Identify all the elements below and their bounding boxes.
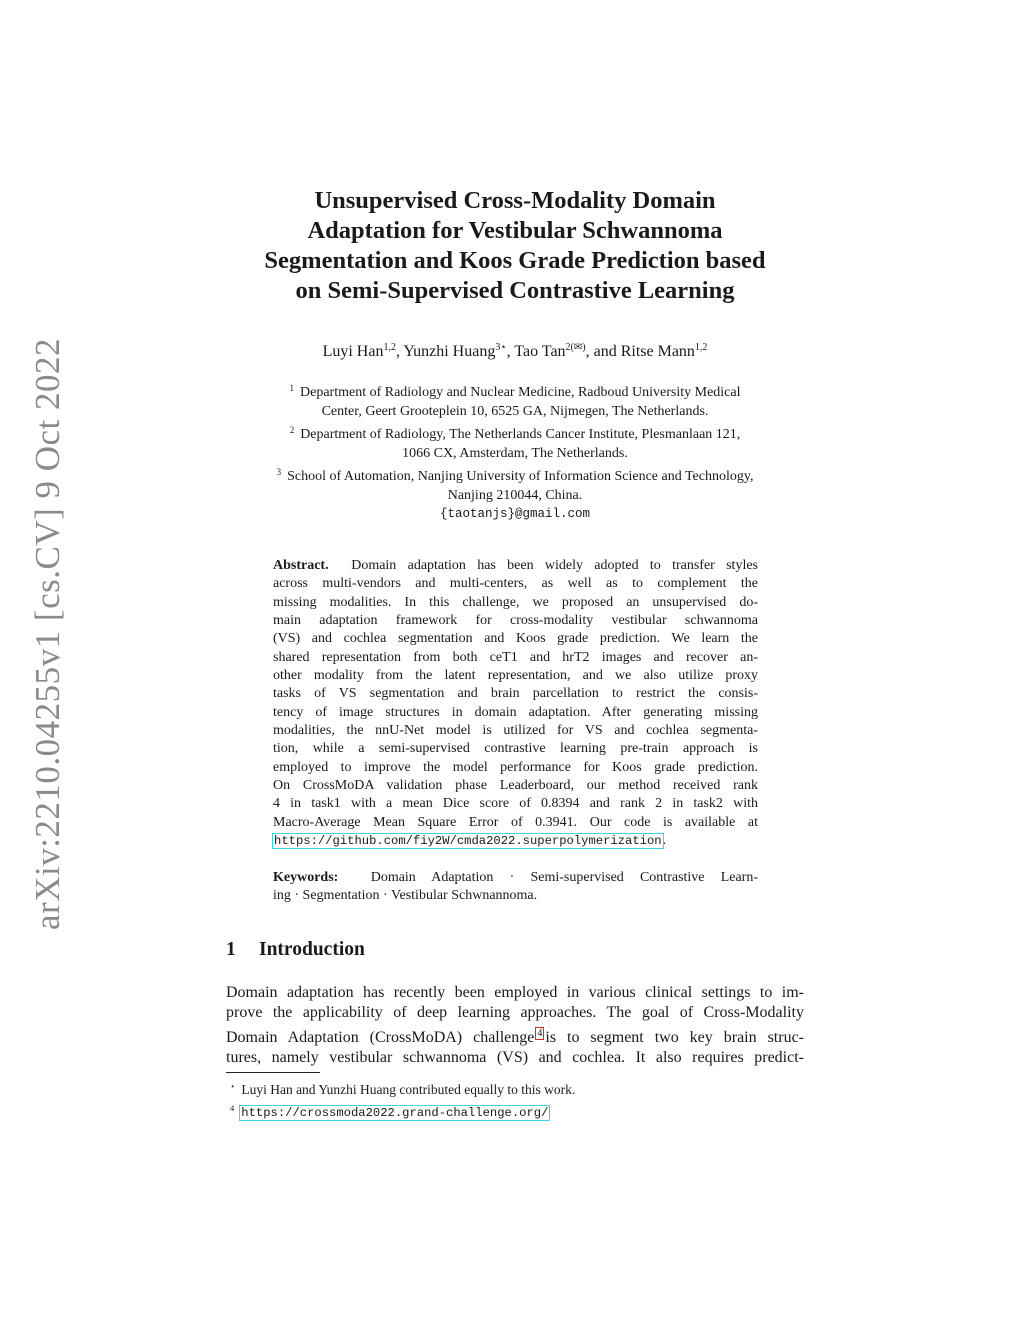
affiliation-number: 2 (289, 425, 295, 435)
footnote-marker: ⋆ (230, 1081, 236, 1091)
affiliation-line (226, 463, 804, 487)
body-line (226, 1024, 804, 1048)
affiliation-text: Department of Radiology and Nuclear Medicine, Radboud University Medical (300, 385, 741, 400)
keywords-block (273, 869, 758, 906)
section-heading (226, 939, 365, 961)
abstract-line: employed to improve the model performance for Koos grade prediction. (273, 759, 758, 775)
keywords-line: ing · Segmentation · Vestibular Schwnannoma. (273, 888, 538, 904)
section-number: 1 (226, 939, 236, 960)
author-name: Tao Tan (514, 343, 566, 360)
abstract-line: 4 in task1 with a mean Dice score of 0.8394 and rank 2 in task2 with (273, 796, 758, 812)
affiliation-text: Department of Radiology, The Netherlands Cancer Institute, Plesmanlaan 121, (300, 427, 741, 442)
abstract-line: Macro-Average Mean Square Error of 0.3941. Our code is available at (273, 814, 758, 830)
author-affiliation-marker: 1,2 (694, 342, 708, 353)
affiliations-block (226, 379, 804, 524)
abstract-line: (VS) and cochlea segmentation and Koos grade prediction. We learn the (273, 631, 758, 647)
affiliation-number: 1 (289, 383, 294, 393)
abstract-label: Abstract. (273, 558, 329, 573)
title-line: Unsupervised Cross-Modality Domain (314, 187, 716, 214)
title-line: Segmentation and Koos Grade Prediction based (264, 247, 766, 274)
contact-email[interactable]: {taotanjs}@gmail.com (439, 507, 591, 521)
affiliation-line: Center, Geert Grooteplein 10, 6525 GA, Nijmegen, The Netherlands. (321, 403, 709, 419)
abstract-url-punct: . (662, 833, 667, 849)
abstract-line: shared representation from both ceT1 and hrT2 images and recover an- (273, 649, 758, 665)
body-line: prove the applicability of deep learning approaches. The goal of Cross-Modality (226, 1004, 804, 1022)
abstract-line: modalities, the nnU-Net model is utilized for VS and cochlea segmenta- (273, 723, 758, 739)
author-list: Luyi Han$^{1,2}$, Yunzhi Huang$^{3⋆}$, Tao Tan$^{2(✉)}$, and Ritse Mann$^{1,2}$ (322, 342, 708, 360)
author-affiliation-marker: 1,2 (383, 342, 396, 353)
introduction-paragraph (226, 983, 804, 1068)
author-name: Yunzhi Huang (403, 343, 496, 360)
footnote-divider (226, 1072, 320, 1073)
affiliation-line: 1066 CX, Amsterdam, The Netherlands. (402, 445, 628, 461)
abstract-line: missing modalities. In this challenge, we proposed an unsupervised do- (273, 594, 758, 610)
section-title: Introduction (259, 939, 365, 960)
footnote-challenge-url (226, 1099, 804, 1122)
abstract-line: tion, while a semi-supervised contrastive learning pre-train approach is (273, 741, 758, 757)
body-text: Domain Adaptation (CrossMoDA) challenge (226, 1028, 535, 1046)
body-text: is to segment two key brain struc- (545, 1028, 805, 1046)
title-line: Adaptation for Vestibular Schwannoma (307, 217, 723, 244)
affiliation-number: 3 (276, 467, 282, 477)
footnote-equal-contribution (226, 1077, 804, 1099)
abstract-line (273, 557, 758, 575)
abstract-line: across multi-vendors and multi-centers, as well as to complement the (273, 576, 758, 592)
footnote-reference-link[interactable]: 4 (537, 1027, 543, 1039)
footnote-text: Luyi Han and Yunzhi Huang contributed equally to this work. (241, 1082, 576, 1097)
affiliation-line (226, 421, 804, 445)
abstract-line: tency of image structures in domain adaptation. After generating missing (273, 704, 758, 720)
body-line: tures, namely vestibular schwannoma (VS) and cochlea. It also requires predict- (226, 1048, 804, 1066)
affiliation-line: Nanjing 210044, China. (447, 487, 583, 503)
body-line: Domain adaptation has recently been employed in various clinical settings to im- (226, 984, 804, 1001)
keywords-label: Keywords: (273, 870, 339, 885)
arxiv-identifier-stamp: arXiv:2210.04255v1 [cs.CV] 9 Oct 2022 (28, 337, 67, 930)
footnote-marker: 4 (230, 1103, 235, 1113)
footnotes-block (226, 1077, 804, 1122)
affiliation-text: School of Automation, Nanjing University of Information Science and Technology, (287, 469, 754, 484)
abstract-line: tasks of VS segmentation and brain parcellation to restrict the consis- (273, 686, 758, 702)
author-affiliation-marker: 3⋆ (495, 342, 507, 353)
abstract-text: Domain adaptation has been widely adopted to transfer styles (351, 558, 758, 573)
author-name: Luyi Han (322, 343, 384, 360)
author-conjunction: and (593, 343, 617, 360)
keywords-text: Domain Adaptation · Semi-supervised Contrastive Learn- (370, 870, 758, 885)
title-line: on Semi-Supervised Contrastive Learning (295, 277, 735, 304)
abstract-block (273, 557, 758, 851)
author-affiliation-marker: 2(✉) (565, 342, 586, 353)
abstract-line: other modality from the latent representation, and we also utilize proxy (273, 668, 758, 684)
paper-title (226, 186, 804, 306)
challenge-website-link[interactable]: https://crossmoda2022.grand-challenge.org/ (241, 1106, 549, 1120)
abstract-line: On CrossMoDA validation phase Leaderboard, our method received rank (273, 778, 758, 794)
abstract-line: main adaptation framework for cross-modality vestibular schwannoma (273, 613, 758, 629)
keywords-line (273, 869, 758, 887)
author-name: Ritse Mann (620, 343, 695, 360)
abstract-line (273, 832, 758, 850)
code-repository-link[interactable]: https://github.com/fiy2W/cmda2022.superpolymerization (274, 834, 662, 849)
affiliation-line (226, 379, 804, 403)
